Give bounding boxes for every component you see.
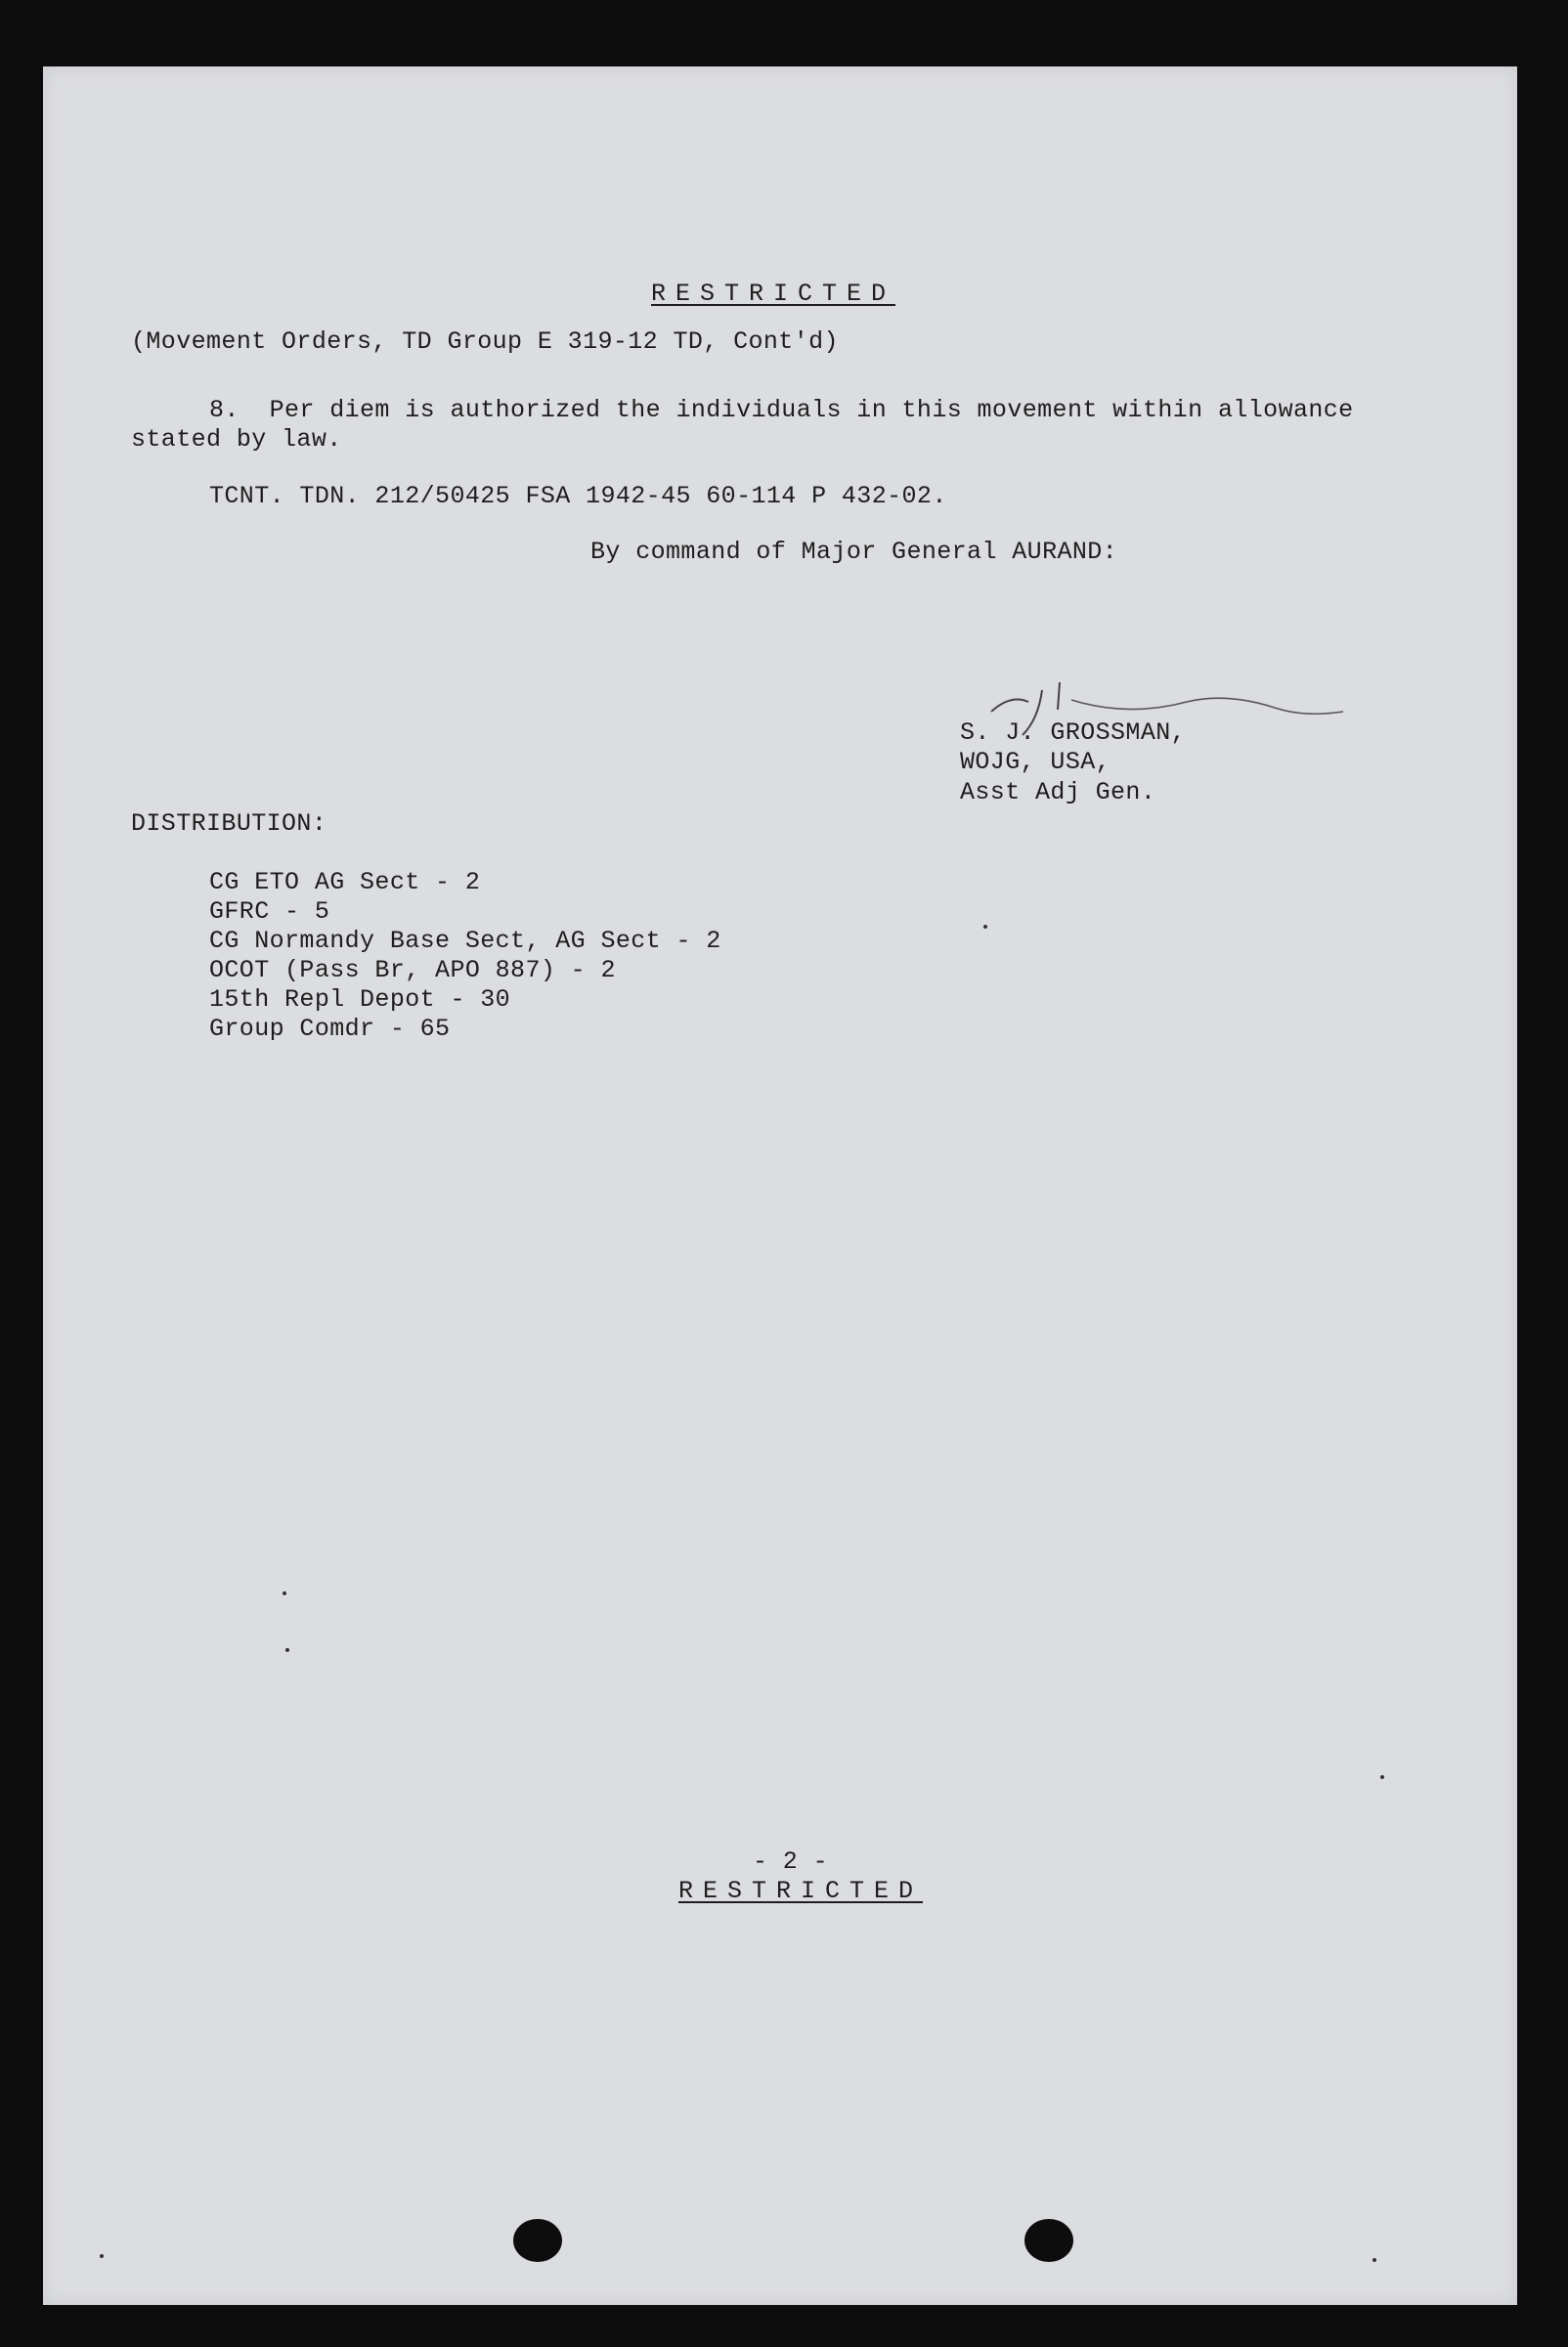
distribution-item: CG Normandy Base Sect, AG Sect - 2	[209, 927, 721, 955]
command-line: By command of Major General AURAND:	[590, 538, 1118, 566]
page-number: - 2 -	[753, 1847, 829, 1876]
fund-citation: TCNT. TDN. 212/50425 FSA 1942-45 60-114 P 432-02.	[209, 482, 947, 510]
distribution-item: 15th Repl Depot - 30	[209, 985, 511, 1014]
paper-speck	[285, 1648, 289, 1652]
signer-name: S. J. GROSSMAN,	[960, 718, 1187, 747]
distribution-item: Group Comdr - 65	[209, 1015, 451, 1043]
distribution-label: DISTRIBUTION:	[131, 809, 327, 838]
punch-hole-right	[1024, 2219, 1073, 2262]
paper-speck	[1380, 1775, 1384, 1779]
signer-title: Asst Adj Gen.	[960, 778, 1156, 806]
signer-rank: WOJG, USA,	[960, 748, 1111, 776]
distribution-item: GFRC - 5	[209, 897, 330, 926]
continuation-line: (Movement Orders, TD Group E 319-12 TD, Cont'd)	[131, 327, 839, 356]
paragraph-8-line-2: stated by law.	[131, 425, 342, 454]
paragraph-8-line-1: 8. Per diem is authorized the individuals in this movement within allowance	[209, 396, 1354, 424]
document-page	[43, 66, 1517, 2305]
punch-hole-left	[513, 2219, 562, 2262]
header-classification: RESTRICTED	[651, 280, 896, 308]
footer-classification: RESTRICTED	[678, 1877, 924, 1905]
distribution-item: OCOT (Pass Br, APO 887) - 2	[209, 956, 616, 984]
distribution-item: CG ETO AG Sect - 2	[209, 868, 481, 896]
paper-speck	[283, 1591, 286, 1595]
paper-speck	[100, 2254, 104, 2258]
paper-speck	[983, 925, 987, 929]
paper-speck	[1372, 2258, 1376, 2262]
